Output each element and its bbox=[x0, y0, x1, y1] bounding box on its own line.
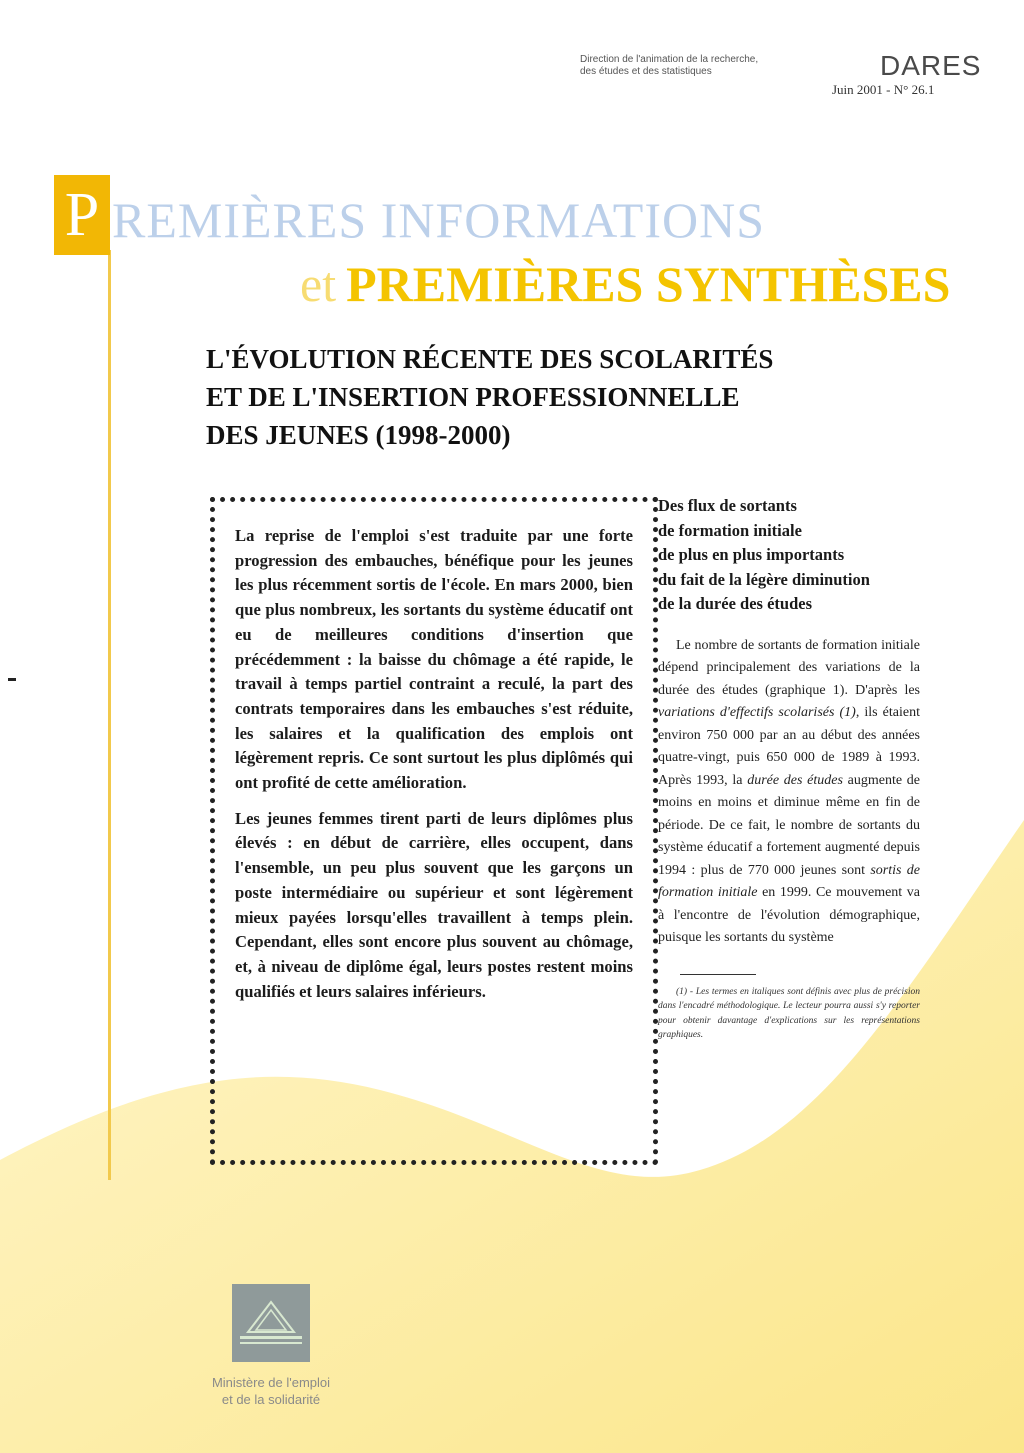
title-line-1: L'ÉVOLUTION RÉCENTE DES SCOLARITÉS bbox=[206, 344, 774, 374]
article-title bbox=[206, 340, 906, 454]
section-heading-line-2: de formation initiale bbox=[658, 520, 802, 540]
summary-box bbox=[210, 497, 658, 1165]
body-italic-3: sortis de formation initiale bbox=[658, 862, 920, 900]
body-text-2: , ils étaient environ 750 000 par an au début des années quatre-vingt, puis 650 000 de 1989 à 1993. Après 1993, la bbox=[658, 705, 920, 788]
ministry-line-2: et de la solidarité bbox=[221, 1392, 321, 1407]
banner-line-1: REMIÈRES INFORMATIONS bbox=[112, 192, 766, 248]
department-line-1: Direction de l'animation de la recherche, bbox=[580, 54, 759, 65]
footnote: (1) - Les termes en italiques sont définis avec plus de précision dans l'encadré méthodologique. Le lecteur pourra aussi s'y reporter pour obtenir davantage d'explications sur les représentations graphiques. bbox=[658, 986, 920, 1041]
banner-line-2 bbox=[300, 254, 950, 314]
brand-logo-text: DARES bbox=[880, 50, 982, 81]
issue-number: Juin 2001 - N° 26.1 bbox=[832, 82, 935, 97]
department-name bbox=[580, 54, 840, 78]
banner-line-2-main: PREMIÈRES SYNTHÈSES bbox=[346, 256, 951, 312]
ministry-emblem-icon bbox=[232, 1284, 310, 1362]
section-heading-line-3: de plus en plus importants bbox=[658, 545, 845, 564]
right-column bbox=[658, 494, 920, 1043]
banner-initial: P bbox=[54, 175, 110, 255]
title-line-2: ET DE L'INSERTION PROFESSIONNELLE bbox=[206, 382, 740, 412]
ministry-name bbox=[186, 1374, 356, 1408]
ministry-line-1: Ministère de l'emploi bbox=[211, 1375, 331, 1390]
section-heading-line-4: du fait de la légère diminution bbox=[658, 569, 870, 589]
ministry-logo bbox=[232, 1284, 310, 1362]
section-body bbox=[658, 635, 920, 950]
section-heading bbox=[658, 494, 920, 617]
body-italic-1: variations d'effectifs scolarisés (1) bbox=[658, 705, 856, 720]
title-line-3: DES JEUNES (1998-2000) bbox=[206, 420, 511, 450]
department-line-2: des études et des statistiques bbox=[580, 66, 712, 77]
summary-paragraph-2: Les jeunes femmes tirent parti de leurs diplômes plus élevés : en début de carrière, elles occupent, dans l'ensemble, un peu plus souvent que les garçons un poste intermédiaire ou supérieur et sont légèrement mieux payées lorsqu'elles travaillent à temps plein. Cependant, elles sont encore plus souvent au chômage, et, à niveau de diplôme égal, leurs postes restent moins qualifiés et leurs salaires inférieurs. bbox=[235, 808, 633, 1001]
section-heading-line-1: Des flux de sortants bbox=[658, 496, 797, 515]
body-italic-2: durée des études bbox=[747, 772, 843, 788]
body-text-1: Le nombre de sortants de formation initiale dépend principalement des variations de la durée des études (graphique 1). D'après les bbox=[658, 637, 920, 698]
body-text-3: augmente de moins en moins et diminue même en fin de période. De ce fait, le nombre de sortants du système éducatif a fortement augmenté depuis 1994 : plus de 770 000 jeunes sont bbox=[658, 772, 920, 878]
summary-paragraph-1: La reprise de l'emploi s'est traduite par une forte progression des embauches, bénéfique pour les jeunes les plus récemment sortis de l'école. En mars 2000, bien que plus nombreux, les sortants du système éducatif ont eu de meilleures conditions d'insertion que précédemment : la baisse du chômage a été rapide, le travail à temps partiel contraint a reculé, la part des contrats temporaires dans les embauches s'est réduite, les salaires et la qualification des emplois ont légèrement repris. Ce sont surtout les plus diplômés qui ont profité de cette amélioration. bbox=[235, 526, 633, 793]
left-accent-rule bbox=[108, 250, 111, 1180]
scan-mark bbox=[8, 678, 16, 681]
footnote-rule bbox=[680, 974, 756, 975]
body-text-4: en 1999. Ce mouvement va à l'encontre de l'évolution démographique, puisque les sortants du système bbox=[658, 885, 921, 945]
section-heading-line-5: de la durée des études bbox=[658, 594, 812, 613]
banner-et: et bbox=[300, 256, 337, 312]
